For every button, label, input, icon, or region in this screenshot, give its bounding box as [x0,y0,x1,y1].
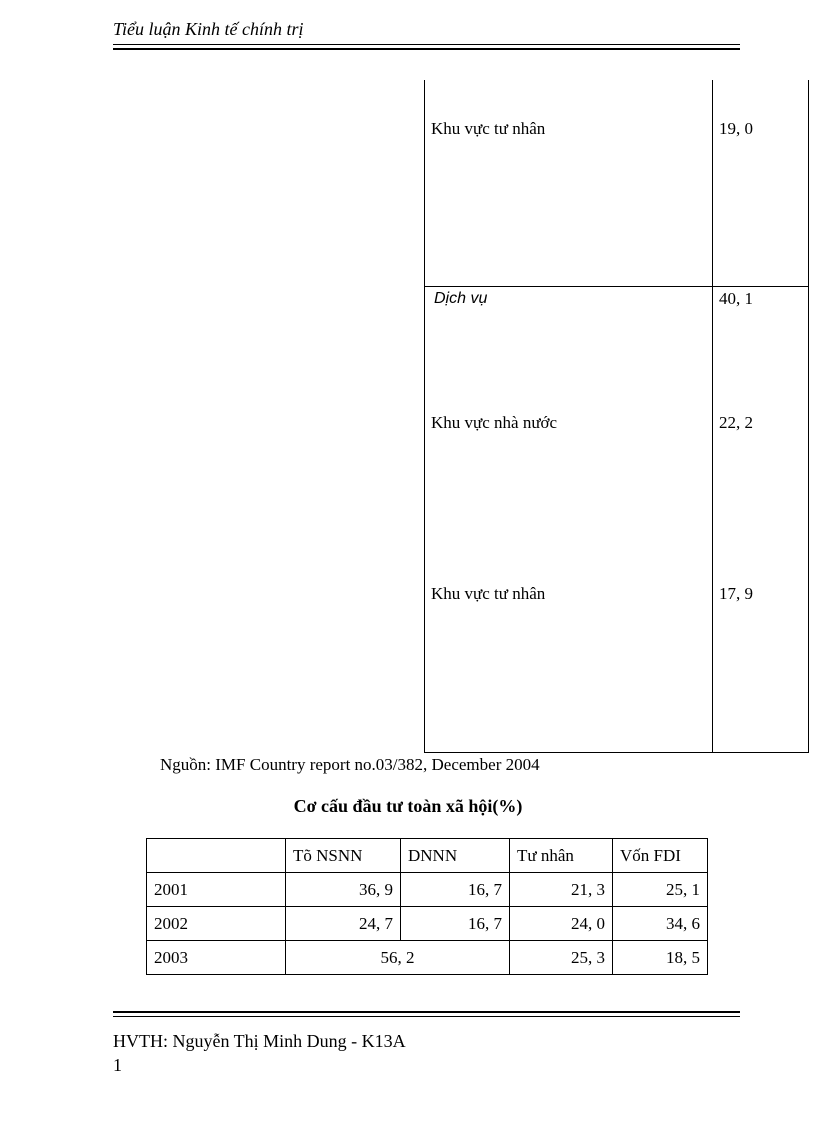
dnnn-cell: 16, 7 [401,907,510,941]
sector-row-value: 40, 1 [719,289,753,308]
sector-table-row-divider [424,286,809,287]
tu-nhan-cell: 21, 3 [510,873,613,907]
sector-row-label: Dịch vụ [434,290,488,307]
sector-row-label: Khu vực tư nhân [431,584,546,603]
sector-row-label: Khu vực tư nhân [431,119,546,138]
nsnn-cell: 24, 7 [286,907,401,941]
page-header-title: Tiểu luận Kinh tế chính trị [113,19,304,39]
source-note: Nguồn: IMF Country report no.03/382, December 2004 [160,755,540,774]
table-header-row [147,839,708,873]
year-cell: 2001 [147,873,286,907]
sector-table-column-divider [712,80,713,753]
sector-table-left-border [424,80,425,753]
tu-nhan-cell: 24, 0 [510,907,613,941]
year-cell: 2002 [147,907,286,941]
investment-table [146,838,708,975]
fdi-cell: 34, 6 [613,907,708,941]
header-cell [147,839,286,873]
sector-row-value: 19, 0 [719,119,753,138]
footer-rule-bottom [113,1016,740,1017]
sector-row-value: 22, 2 [719,413,753,432]
investment-table-title: Cơ cấu đầu tư toàn xã hội(%) [293,796,523,816]
sector-table-bottom-border [424,752,809,753]
sector-row-value: 17, 9 [719,584,753,603]
header-cell: Tõ NSNN [286,839,401,873]
merged-state-cell: 56, 2 [286,941,510,975]
sector-row-label: Khu vực nhà nước [431,413,558,432]
sector-table [424,80,809,753]
table-row [147,907,708,941]
dnnn-cell: 16, 7 [401,873,510,907]
footer-author: HVTH: Nguyễn Thị Minh Dung - K13A [113,1031,406,1051]
table-row [147,941,708,975]
header-cell: Tư nhân [510,839,613,873]
table-row [147,873,708,907]
fdi-cell: 25, 1 [613,873,708,907]
header-rule-top [113,44,740,45]
tu-nhan-cell: 25, 3 [510,941,613,975]
header-cell: Vốn FDI [613,839,708,873]
header-rule-bottom [113,48,740,50]
footer-rule-top [113,1011,740,1013]
page-number: 1 [113,1055,122,1075]
header-cell: DNNN [401,839,510,873]
year-cell: 2003 [147,941,286,975]
nsnn-cell: 36, 9 [286,873,401,907]
fdi-cell: 18, 5 [613,941,708,975]
sector-table-right-border [808,80,809,753]
